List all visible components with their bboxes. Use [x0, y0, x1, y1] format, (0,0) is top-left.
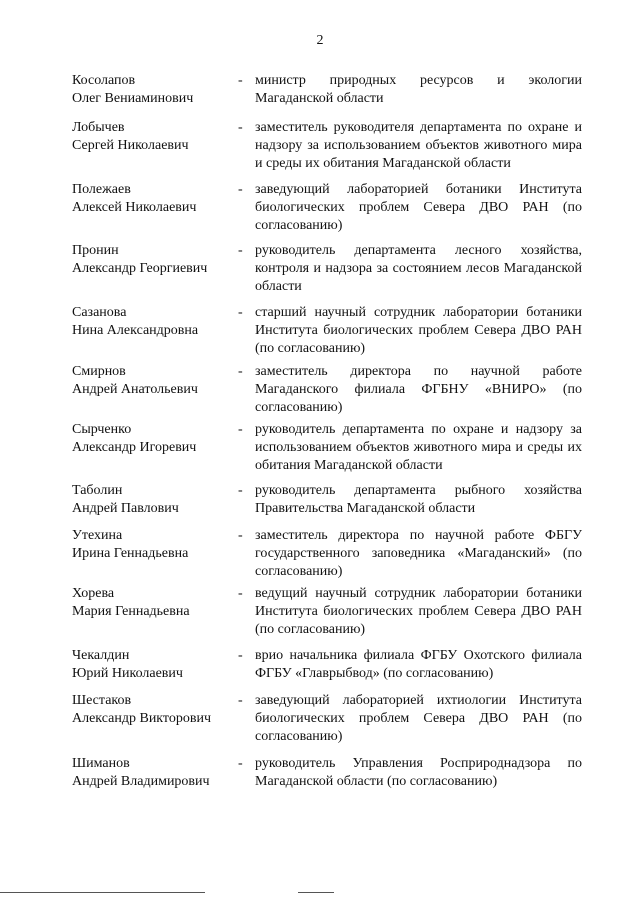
position-description: ведущий научный сотрудник лаборатории ботаники Института биологических проблем Севера ДВО РАН (по согласованию) [255, 586, 582, 637]
person-name [72, 72, 242, 108]
separator-dash: - [238, 483, 243, 498]
position-description: старший научный сотрудник лаборатории ботаники Института биологических проблем Севера ДВО РАН (по согласованию) [255, 305, 582, 356]
surname: Шестаков [72, 693, 132, 708]
separator-dash: - [238, 648, 243, 663]
surname: Чекалдин [72, 648, 130, 663]
person-name [72, 692, 242, 728]
position-description: руководитель департамента рыбного хозяйства Правительства Магаданской области [255, 483, 582, 516]
surname: Косолапов [72, 73, 136, 88]
given-names: Нина Александровна [72, 323, 199, 338]
separator-dash: - [238, 422, 243, 437]
given-names: Александр Игоревич [72, 440, 197, 455]
surname: Сазанова [72, 305, 127, 320]
separator-dash: - [238, 693, 243, 708]
given-names: Сергей Николаевич [72, 138, 189, 153]
separator-dash: - [238, 73, 243, 88]
person-name [72, 482, 242, 518]
surname: Смирнов [72, 364, 126, 379]
person-name [72, 585, 242, 621]
person-name [72, 647, 242, 683]
given-names: Андрей Анатольевич [72, 382, 198, 397]
position-description: врио начальника филиала ФГБУ Охотского филиала ФГБУ «Главрыбвод» (по согласованию) [255, 648, 582, 681]
surname: Шиманов [72, 756, 130, 771]
position-description: заведующий лабораторией ихтиологии Института биологических проблем Севера ДВО РАН (по согласованию) [255, 693, 582, 744]
surname: Таболин [72, 483, 123, 498]
position-description: руководитель департамента лесного хозяйства, контроля и надзора за состоянием лесов Магаданской области [255, 243, 582, 294]
person-name [72, 421, 242, 457]
person-name [72, 119, 242, 155]
given-names: Олег Вениаминович [72, 91, 194, 106]
separator-dash: - [238, 243, 243, 258]
position-description: заместитель директора по научной работе ФБГУ государственного заповедника «Магаданский» (по согласованию) [255, 528, 582, 579]
person-name [72, 304, 242, 340]
given-names: Алексей Николаевич [72, 200, 197, 215]
page-number: 2 [316, 33, 324, 48]
surname: Сырченко [72, 422, 132, 437]
separator-dash: - [238, 305, 243, 320]
position-description: заместитель директора по научной работе Магаданского филиала ФГБНУ «ВНИРО» (по согласованию) [255, 364, 582, 415]
separator-dash: - [238, 586, 243, 601]
bottom-rule-right [298, 892, 334, 893]
given-names: Мария Геннадьевна [72, 604, 190, 619]
surname: Утехина [72, 528, 123, 543]
surname: Лобычев [72, 120, 125, 135]
position-description: заведующий лабораторией ботаники Института биологических проблем Севера ДВО РАН (по согласованию) [255, 182, 582, 233]
surname: Пронин [72, 243, 119, 258]
position-description: заместитель руководителя департамента по охране и надзору за использованием объектов животного мира и среды их обитания Магаданской области [255, 120, 582, 171]
position-description: руководитель Управления Росприроднадзора по Магаданской области (по согласованию) [255, 756, 582, 789]
separator-dash: - [238, 364, 243, 379]
separator-dash: - [238, 756, 243, 771]
bottom-rule-left [0, 892, 205, 893]
given-names: Ирина Геннадьевна [72, 546, 189, 561]
given-names: Андрей Павлович [72, 501, 179, 516]
separator-dash: - [238, 182, 243, 197]
separator-dash: - [238, 120, 243, 135]
person-name [72, 181, 242, 217]
given-names: Александр Георгиевич [72, 261, 208, 276]
given-names: Андрей Владимирович [72, 774, 210, 789]
person-name [72, 242, 242, 278]
given-names: Юрий Николаевич [72, 666, 183, 681]
person-name [72, 755, 242, 791]
given-names: Александр Викторович [72, 711, 212, 726]
surname: Хорева [72, 586, 115, 601]
surname: Полежаев [72, 182, 131, 197]
position-description: министр природных ресурсов и экологии Магаданской области [255, 73, 582, 106]
position-description: руководитель департамента по охране и надзору за использованием объектов животного мира и среды их обитания Магаданской области [255, 422, 582, 473]
separator-dash: - [238, 528, 243, 543]
person-name [72, 363, 242, 399]
person-name [72, 527, 242, 563]
